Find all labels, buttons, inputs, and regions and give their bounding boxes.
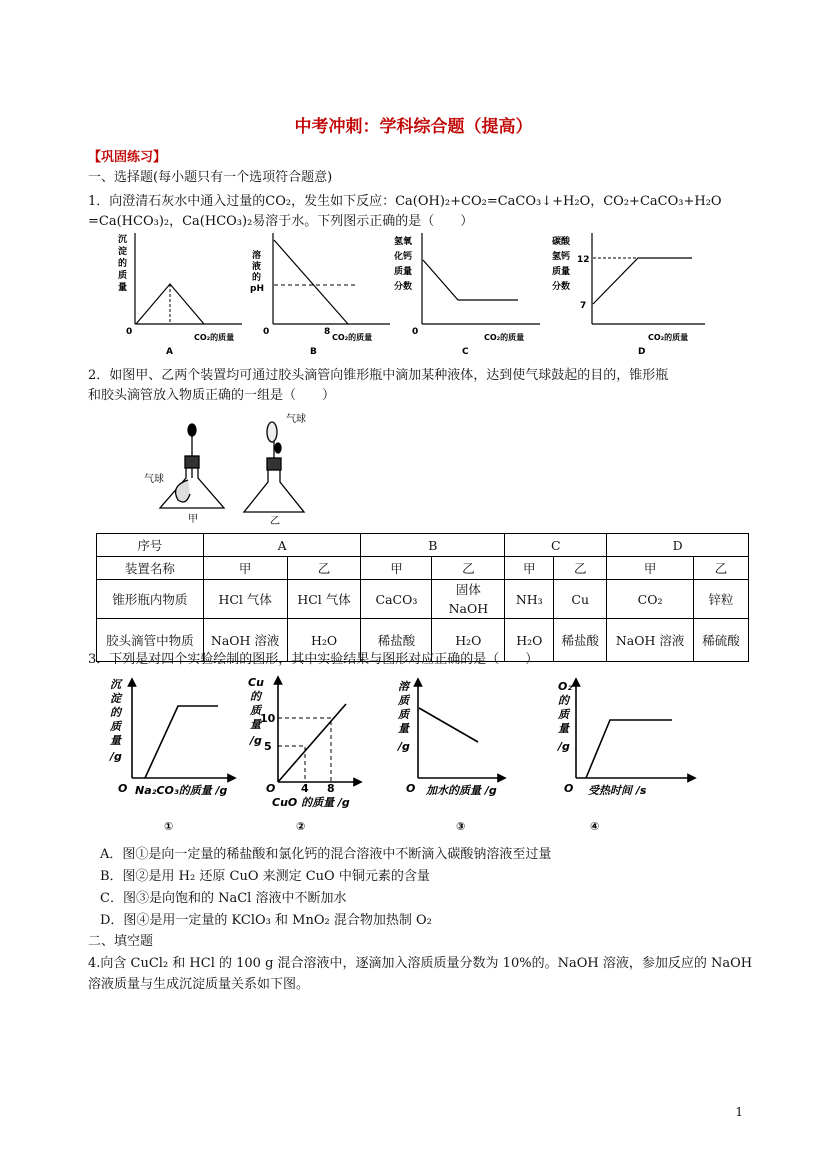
- section-label: 【巩固练习】: [88, 150, 167, 165]
- table-cell: HCl 气体: [287, 580, 361, 619]
- table-row: [97, 534, 749, 557]
- table-cell: 胶头滴管中物质: [97, 619, 204, 662]
- part1-heading: 一、选择题(每小题只有一个选项符合题意): [88, 170, 333, 185]
- q1-a-letter: A: [166, 347, 173, 357]
- q3-2-ylabel-1: Cu: [248, 676, 264, 689]
- q1-d-letter: D: [638, 347, 646, 357]
- q3-4-ylabel-5: /g: [558, 740, 570, 753]
- q1-graphs: [100, 228, 740, 360]
- table-cell: H₂O: [432, 619, 505, 662]
- q3-3-origin: O: [406, 782, 416, 795]
- q3-option-a: A．图①是向一定量的稀盐酸和氯化钙的混合溶液中不断滴入碳酸钠溶液至过量: [100, 847, 552, 862]
- q3-1-ylabel-3: 的: [110, 706, 121, 719]
- q1-d-tick-7: 7: [580, 301, 587, 311]
- q1-c-ylabel-3: 质量: [394, 267, 413, 277]
- q3-graph-4: [556, 680, 692, 833]
- yi-balloon-label: 气球: [286, 414, 306, 425]
- table-cell: 序号: [97, 534, 204, 557]
- q3-2-ylabel-5: /g: [250, 734, 262, 747]
- q1-c-xlabel: CO₂的质量: [484, 333, 525, 342]
- q3-2-xtick-8: 8: [327, 782, 335, 795]
- q1-d-xlabel: CO₂的质量: [648, 333, 689, 342]
- q3-option-b: B．图②是用 H₂ 还原 CuO 来测定 CuO 中铜元素的含量: [100, 869, 430, 884]
- q3-1-ylabel-6: /g: [110, 750, 122, 763]
- q1-b-origin: 0: [263, 327, 270, 337]
- table-cell: 稀盐酸: [361, 619, 432, 662]
- q1-graph-a: [118, 233, 242, 357]
- q3-graph-1: [108, 678, 232, 833]
- table-cell: 乙: [694, 557, 749, 580]
- q1-c-letter: C: [462, 347, 469, 357]
- q1-d-tick-12: 12: [577, 255, 590, 265]
- q1-a-origin: 0: [126, 327, 133, 337]
- q3-1-ylabel-2: 淀: [110, 692, 121, 705]
- flask-jia: [160, 424, 224, 508]
- q1-a-ylabel-1: 沉: [118, 235, 128, 245]
- q1-d-ylabel-2: 氢钙: [552, 252, 571, 262]
- q3-2-ytick-10: 10: [260, 712, 276, 725]
- part2-heading: 二、填空题: [88, 934, 154, 949]
- q1-b-tick: 8: [324, 327, 331, 337]
- q1-c-ylabel-1: 氢氧: [394, 237, 413, 247]
- table-cell: 稀盐酸: [554, 619, 607, 662]
- q1-b-xlabel: CO₂的质量: [332, 333, 373, 342]
- table-cell: 乙: [554, 557, 607, 580]
- q3-3-xlabel: 加水的质量 /g: [426, 784, 497, 797]
- yi-label: 乙: [270, 516, 280, 527]
- q3-4-ylabel-2: 的: [558, 694, 569, 707]
- table-cell: CaCO₃: [361, 580, 432, 619]
- q3-line1: 3．下列是对四个实验绘制的图形，其中实验结果与图形对应正确的是（ ）: [88, 652, 539, 667]
- table-cell: 固体 NaOH: [432, 580, 505, 619]
- q3-3-ylabel-1: 溶: [398, 680, 409, 693]
- q4-line1: 4.向含 CuCl₂ 和 HCl 的 100 g 混合溶液中，逐滴加入溶质质量分数为 10%的。NaOH 溶液，参加反应的 NaOH: [88, 956, 753, 971]
- flask-yi: [244, 422, 304, 512]
- table-cell: 乙: [287, 557, 361, 580]
- table-row: [97, 580, 749, 619]
- q1-a-xlabel: CO₂的质量: [194, 333, 235, 342]
- table-cell: 稀硫酸: [694, 619, 749, 662]
- q1-b-ylabel-3: 的: [252, 273, 262, 283]
- q3-1-ylabel-4: 质: [110, 720, 121, 733]
- q1-line1: 1．向澄清石灰水中通入过量的CO₂，发生如下反应：Ca(OH)₂+CO₂=CaCO₃↓+H₂O，CO₂+CaCO₃+H₂O: [88, 194, 722, 209]
- q3-1-ylabel-1: 沉: [110, 678, 121, 691]
- q3-3-ylabel-4: 量: [398, 722, 409, 735]
- q3-graphs: [100, 670, 720, 838]
- table-cell: HCl 气体: [203, 580, 287, 619]
- q3-1-origin: O: [118, 782, 128, 795]
- q1-b-ylabel-1: 溶: [252, 251, 262, 261]
- table-cell: C: [505, 534, 607, 557]
- table-cell: 锥形瓶内物质: [97, 580, 204, 619]
- table-cell: 甲: [361, 557, 432, 580]
- table-cell: H₂O: [505, 619, 554, 662]
- table-cell: 甲: [607, 557, 694, 580]
- q2-apparatus: [140, 408, 340, 530]
- q3-2-xtick-4: 4: [301, 782, 309, 795]
- page-number: 1: [735, 1105, 743, 1119]
- table-cell: 装置名称: [97, 557, 204, 580]
- q3-option-d: D．图④是用一定量的 KClO₃ 和 MnO₂ 混合物加热制 O₂: [100, 913, 432, 928]
- table-cell: CO₂: [607, 580, 694, 619]
- q1-b-ylabel-2: 液: [252, 262, 262, 272]
- q2-options-table: [96, 533, 749, 662]
- q1-c-ylabel-4: 分数: [394, 282, 413, 292]
- q3-2-ylabel-4: 量: [250, 718, 261, 731]
- q3-4-xlabel: 受热时间 /s: [588, 784, 647, 797]
- q2-line2: 和胶头滴管放入物质正确的一组是（ ）: [88, 388, 336, 403]
- q1-a-ylabel-2: 淀: [118, 247, 128, 257]
- q4-line2: 溶液质量与生成沉淀质量关系如下图。: [88, 977, 310, 992]
- q3-2-num: ②: [296, 820, 306, 833]
- table-cell: 甲: [203, 557, 287, 580]
- table-cell: A: [203, 534, 361, 557]
- q1-d-ylabel-3: 质量: [552, 267, 571, 277]
- table-cell: NaOH 溶液: [203, 619, 287, 662]
- q3-4-ylabel-1: O₂: [558, 680, 573, 693]
- q1-b-letter: B: [310, 347, 317, 357]
- q2-line1: 2．如图甲、乙两个装置均可通过胶头滴管向锥形瓶中滴加某种液体，达到使气球鼓起的目的，锥形瓶: [88, 368, 669, 383]
- q1-b-ylabel-4: pH: [250, 284, 264, 294]
- q3-4-origin: O: [564, 782, 574, 795]
- table-cell: 锌粒: [694, 580, 749, 619]
- q3-1-xlabel: Na₂CO₃的质量 /g: [135, 784, 228, 797]
- q3-1-num: ①: [164, 820, 174, 833]
- table-cell: NH₃: [505, 580, 554, 619]
- q1-graph-c: [393, 233, 540, 357]
- q3-2-ylabel-3: 质: [250, 704, 261, 717]
- q3-1-ylabel-5: 量: [110, 734, 121, 747]
- q3-2-ytick-5: 5: [264, 740, 272, 753]
- table-cell: NaOH 溶液: [607, 619, 694, 662]
- table-cell: Cu: [554, 580, 607, 619]
- q3-3-ylabel-5: /g: [398, 740, 410, 753]
- jia-label: 甲: [188, 514, 198, 525]
- q3-4-ylabel-4: 量: [558, 722, 569, 735]
- q1-a-ylabel-3: 的: [118, 259, 128, 269]
- q3-2-xlabel: CuO 的质量 /g: [272, 796, 350, 809]
- q3-3-ylabel-3: 质: [398, 708, 409, 721]
- q3-graph-2: [248, 676, 358, 833]
- q3-option-c: C．图③是向饱和的 NaCl 溶液中不断加水: [100, 891, 347, 906]
- q3-2-ylabel-2: 的: [250, 690, 261, 703]
- table-cell: B: [361, 534, 505, 557]
- q1-graph-d: [551, 233, 705, 357]
- q1-c-origin: 0: [412, 327, 419, 337]
- q3-2-origin: O: [266, 782, 276, 795]
- q1-d-ylabel-4: 分数: [552, 282, 571, 292]
- q3-3-num: ③: [456, 820, 466, 833]
- q1-line2: =Ca(HCO₃)₂，Ca(HCO₃)₂易溶于水。下列图示正确的是（ ）: [88, 214, 474, 229]
- q3-graph-3: [396, 680, 502, 833]
- q3-4-num: ④: [590, 820, 600, 833]
- q1-a-ylabel-5: 量: [118, 283, 128, 293]
- q1-a-ylabel-4: 质: [118, 271, 128, 281]
- q1-graph-b: [250, 233, 390, 357]
- jia-balloon-label: 气球: [144, 474, 164, 485]
- table-cell: H₂O: [287, 619, 361, 662]
- q3-4-ylabel-3: 质: [558, 708, 569, 721]
- page-title: 中考冲刺：学科综合题（提高）: [294, 117, 533, 137]
- q3-3-ylabel-2: 质: [398, 694, 409, 707]
- table-cell: D: [607, 534, 749, 557]
- table-row: [97, 557, 749, 580]
- table-cell: 乙: [432, 557, 505, 580]
- q1-d-ylabel-1: 碳酸: [552, 237, 571, 247]
- table-cell: 甲: [505, 557, 554, 580]
- q1-c-ylabel-2: 化钙: [394, 252, 413, 262]
